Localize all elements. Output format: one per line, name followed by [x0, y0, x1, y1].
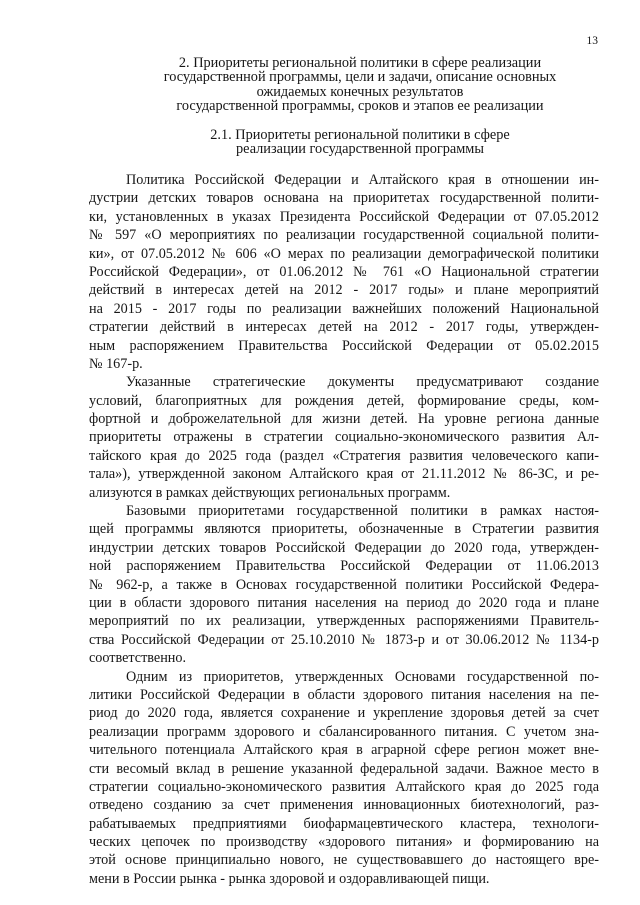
- paragraph-line: № 597 «О мероприятиях по реализации государственной социальной полити-: [89, 227, 599, 244]
- paragraph-line: мени в России рынка - рынка здоровой и оздоравливающей пищи.: [89, 870, 490, 887]
- paragraph-line: действий в интересах детей на 2012 - 2017 годы» и плане мероприятий: [89, 282, 599, 299]
- subsection-heading: [140, 128, 580, 157]
- paragraph-line: ки, установленных в указах Президента Российской Федерации от 07.05.2012: [89, 208, 599, 225]
- paragraph-line: сти весомый вклад в решение указанной федеральной задачи. Важное место в: [89, 760, 599, 777]
- paragraph-line: стратегии действий в интересах детей на 2012 - 2017 годы, утвержден-: [89, 319, 599, 336]
- paragraph-line: ции в области здорового питания населения на период до 2020 года и плане: [89, 594, 599, 611]
- paragraph-line: приоритеты отражены в стратегии социально-экономического развития Ал-: [89, 429, 599, 446]
- paragraph: [89, 373, 599, 502]
- heading-line: ожидаемых конечных результатов: [256, 83, 464, 100]
- paragraph-line: дустрии детских товаров основана на приоритетах государственной полити-: [89, 190, 599, 207]
- paragraph-line: тайского края до 2025 года (раздел «Стратегия развития человеческого капи-: [89, 447, 599, 464]
- heading-line: государственной программы, цели и задачи, описание основных: [163, 69, 557, 86]
- paragraph-line: № 962-р, а также в Основах государственной политики Российской Федера-: [89, 576, 599, 593]
- paragraph-line: литики Российской Федерации в области здорового питания населения на пе-: [89, 686, 599, 703]
- paragraph-line: ки», от 07.05.2012 № 606 «О мерах по реализации демографической политики: [89, 245, 599, 262]
- paragraph-line: на 2015 - 2017 годы по реализации важнейших положений Национальной: [89, 300, 599, 317]
- paragraph-line: Российской Федерации», от 01.06.2012 № 761 «О Национальной стратегии: [89, 263, 599, 280]
- paragraph-line: ства Российской Федерации от 25.10.2010 № 1873-р и от 30.06.2012 № 1134-р: [89, 631, 599, 648]
- paragraph: [89, 502, 599, 668]
- paragraph-line: ным распоряжением Правительства Российской Федерации от 05.02.2015: [89, 337, 599, 354]
- paragraph-line: этой основе принципиально нового, не существовавшего до настоящего вре-: [89, 852, 599, 869]
- section-heading: [140, 56, 580, 113]
- paragraph-line: № 167-р.: [89, 355, 143, 372]
- paragraph-line: чительного потенциала Алтайского края в аграрной сфере регион может вне-: [89, 742, 599, 759]
- subheading-line: 2.1. Приоритеты региональной политики в сфере: [210, 127, 510, 143]
- heading-line: государственной программы, сроков и этапов ее реализации: [176, 97, 544, 114]
- paragraph-line: соответственно.: [89, 650, 187, 667]
- heading-line: 2. Приоритеты региональной политики в сфере реализации: [178, 55, 542, 71]
- paragraph-line: Одним из приоритетов, утвержденных Основами государственной по-: [126, 668, 599, 685]
- paragraph: [89, 171, 599, 373]
- body-text: [89, 171, 599, 888]
- paragraph-line: ной распоряжением Правительства Российской Федерации от 11.06.2013: [89, 558, 599, 575]
- paragraph-line: реализации программ здорового и сбалансированного питания. С учетом зна-: [89, 723, 599, 740]
- subheading-line: реализации государственной программы: [236, 141, 484, 158]
- paragraph-line: щей программы являются приоритеты, обозначенные в Стратегии развития: [89, 521, 599, 538]
- paragraph: [89, 668, 599, 889]
- paragraph-line: ческих цепочек по производству «здорового питания» и формированию на: [89, 834, 599, 851]
- paragraph-line: Указанные стратегические документы предусматривают создание: [126, 374, 599, 391]
- paragraph-line: рабатываемых предприятиями биофармацевтического кластера, технологи-: [89, 815, 599, 832]
- paragraph-line: Политика Российской Федерации и Алтайского края в отношении ин-: [126, 172, 599, 188]
- paragraph-line: отведено созданию за счет применения инновационных биотехнологий, раз-: [89, 797, 599, 814]
- paragraph-line: стратегии социально-экономического развития Алтайского края до 2025 года: [89, 778, 599, 795]
- paragraph-line: ализуются в рамках действующих региональных программ.: [89, 484, 451, 501]
- paragraph-line: условий, благоприятных для рождения детей, формирование среды, ком-: [89, 392, 599, 409]
- paragraph-line: риод до 2020 года, является сохранение и укрепление здоровья детей за счет: [89, 705, 599, 722]
- page-number: 13: [586, 35, 598, 47]
- paragraph-line: мероприятий по их реализации, утвержденных распоряжениями Правитель-: [89, 613, 599, 630]
- paragraph-line: фортной и доброжелательной для жизни детей. На уровне региона данные: [89, 411, 599, 428]
- paragraph-line: индустрии детских товаров Российской Федерации до 2020 года, утвержден-: [89, 539, 599, 556]
- paragraph-line: тала»), утвержденной законом Алтайского края от 21.11.2012 № 86-ЗС, и ре-: [89, 466, 599, 483]
- paragraph-line: Базовыми приоритетами государственной политики в рамках настоя-: [126, 503, 599, 520]
